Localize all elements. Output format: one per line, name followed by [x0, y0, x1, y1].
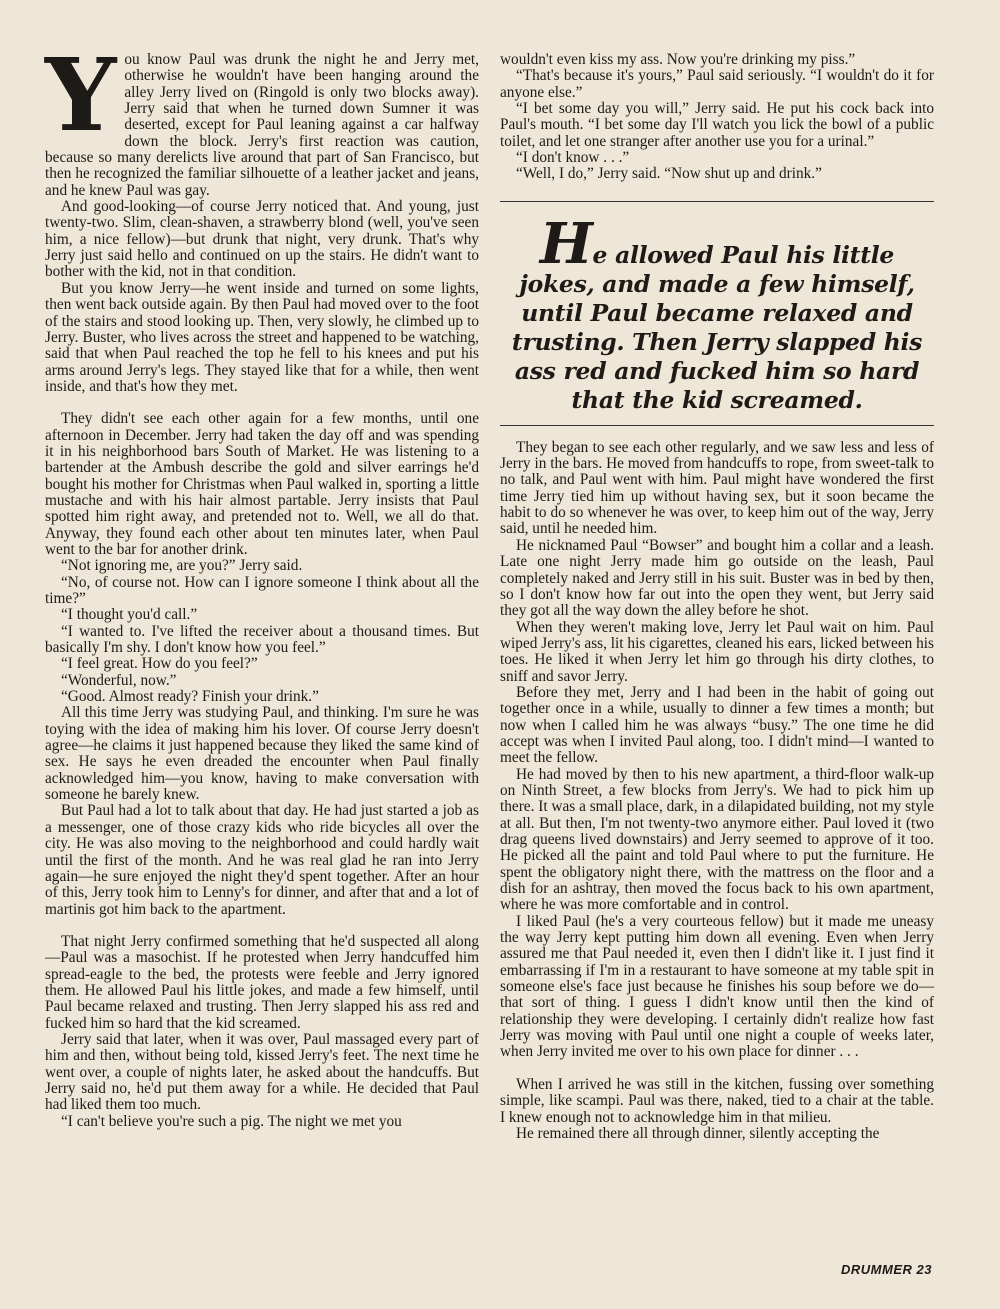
- paragraph: He had moved by then to his new apartment, a third-floor walk-up on Ninth Street, a few blocks from Jerry's. We had to pick him up there. It was a small place, dark, in a dilapidated building, not my style at all. But then, I'm not twenty-two anymore either. Paul loved it (two drag queens lived downstairs) and Jerry seemed to approve of it too. He picked all the paint and told Paul where to put the furniture. He spent the obligatory night there, with the mattress on the floor and a dish for an ashtray, then moved the focus back to his own apartment, where he was more comfortable and in control.: [500, 765, 934, 914]
- paragraph: When I arrived he was still in the kitchen, fussing over something simple, like scampi. Paul was there, naked, tied to a chair at the table. I knew enough not to acknowledge him in that milieu.: [500, 1075, 934, 1126]
- left-column: [45, 36, 479, 1130]
- page-footer: [841, 1262, 932, 1277]
- paragraph: He remained there all through dinner, silently accepting the: [516, 1124, 880, 1142]
- paragraph: Before they met, Jerry and I had been in the habit of going out together once in a while, usually to dinner a few times a month; but now when I called him he was always “busy.” The one time he did accept was when I invited Paul along, too. I didn't mind—I wanted to meet the fellow.: [500, 683, 934, 767]
- paragraph: All this time Jerry was studying Paul, and thinking. I'm sure he was toying with the idea of making him his lover. Of course Jerry doesn't agree—he claims it just happened because they liked the same kind of sex. He says he even dreaded the encounter when Paul finally acknowledged him—you know, having to make conversation with someone he barely knew.: [45, 704, 479, 804]
- divider-bottom: [500, 425, 934, 426]
- paragraph: “That's because it's yours,” Paul said seriously. “I wouldn't do it for anyone else.”: [500, 67, 934, 101]
- paragraph: When they weren't making love, Jerry let Paul wait on him. Paul wiped Jerry's ass, lit his cigarettes, cleaned his ears, licked between his toes. He liked it when Jerry let him go through his dirty clothes, to sniff and savor Jerry.: [500, 618, 934, 685]
- paragraph: “Well, I do,” Jerry said. “Now shut up and drink.”: [516, 165, 822, 183]
- paragraph: They didn't see each other again for a few months, until one afternoon in December. Jerry had taken the day off and was spending it in his neighborhood bars South of Market. He was listening to a bartender at the Ambush describe the gold and silver earrings he'd bought his mother for Christmas when Paul walked in, sporting a little mustache and with his hair almost partable. Jerry insists that Paul spotted him right away, and pretended not to. Well, we all do that. Anyway, they found each other about ten minutes later, when Paul went to the bar for another drink.: [45, 410, 479, 558]
- paragraph: “Not ignoring me, are you?” Jerry said.: [61, 557, 303, 575]
- paragraph: But you know Jerry—he went inside and turned on some lights, then went back outside again. By then Paul had moved over to the foot of the stairs and stood looking up. Then, very slowly, he climbed up to Jerry. Buster, who lives across the street and happened to be watching, said that when Paul reached the top he fell to his knees and put his arms around Jerry's legs. They stayed like that for a while, then went inside, and that's how they met.: [45, 279, 479, 395]
- paragraph: “I bet some day you will,” Jerry said. He put his cock back into Paul's mouth. “I bet some day I'll watch you lick the bowl of a public toilet, and let one stranger after another use you for a urinal.”: [500, 100, 934, 150]
- pull-quote: [500, 210, 934, 415]
- paragraph: “I don't know . . .”: [516, 149, 630, 167]
- right-column: [500, 52, 934, 1142]
- drop-cap: Y: [45, 36, 117, 154]
- paragraph: “Good. Almost ready? Finish your drink.”: [61, 688, 319, 706]
- paragraph: “I can't believe you're such a pig. The night we met you: [61, 1112, 402, 1130]
- right-body-text: [500, 440, 934, 1142]
- paragraph: “Wonderful, now.”: [61, 671, 177, 689]
- paragraph: They began to see each other regularly, and we saw less and less of Jerry in the bars. He moved from handcuffs to rope, from sweet-talk to no talk, and Paul went with him. Paul might have wondered the first time Jerry tied him up without having sex, but it soon became the habit to do so whenever he was over, to keep him out of the way, Jerry said, until he needed him.: [500, 438, 934, 538]
- paragraph: “No, of course not. How can I ignore someone I think about all the time?”: [45, 573, 479, 607]
- paragraph: But Paul had a lot to talk about that day. He had just started a job as a messenger, one of those crazy kids who ride bicycles all over the city. He was also moving to the neighborhood and could hardly wait until the first of the month. And he was real glad he ran into Jerry again—he sure enjoyed the night they'd spent together. After an hour of this, Jerry took him to Lenny's for dinner, and after that and a lot of martinis got him back to the apartment.: [45, 802, 479, 918]
- section-break: [500, 1061, 934, 1077]
- paragraph: “I wanted to. I've lifted the receiver about a thousand times. But basically I'm shy. I don't know how you feel.”: [45, 622, 479, 657]
- page-number: 23: [916, 1262, 932, 1277]
- section-break: [45, 395, 479, 411]
- right-top-text: [500, 52, 934, 183]
- paragraph: “I thought you'd call.”: [61, 606, 198, 624]
- paragraph: wouldn't even kiss my ass. Now you're drinking my piss.”: [500, 51, 856, 68]
- pull-quote-initial: H: [539, 210, 593, 277]
- divider-top: [500, 201, 934, 202]
- paragraph: ou know Paul was drunk the night he and Jerry met, otherwise he wouldn't have been hanging around the alley Jerry lived on (Ringold is only two blocks away). Jerry said that when he turned down Sumner it was deserted, except for Paul leaning against a car halfway down the block. Jerry's first reaction was caution, because so many derelicts live around that part of San Francisco, but then he recognized the familiar silhouette of a leather jacket and jeans, and he knew Paul was gay.: [45, 51, 479, 199]
- paragraph: He nicknamed Paul “Bowser” and bought him a collar and a leash. Late one night Jerry made him go outside on the leash, Paul completely naked and Jerry still in his suit. Buster was in bed by then, so I don't know how far out into the open they went, but Jerry said they got all the way down the alley before he shot.: [500, 536, 934, 620]
- paragraph: I liked Paul (he's a very courteous fellow) but it made me uneasy the way Jerry kept putting him down all evening. Even when Jerry assured me that Paul needed it, even then I didn't like it. I just find it embarrassing if I'm in a restaurant to have someone at my table spit in someone else's face just because he finishes his soup before we do—that sort of thing. I guess I didn't know until then the kind of relationship they were developing. I certainly didn't realize how fast Jerry was moving with Paul until one night a couple of weeks later, when Jerry invited me over to his own place for dinner . . .: [500, 912, 934, 1061]
- paragraph: Jerry said that later, when it was over, Paul massaged every part of him and then, without being told, kissed Jerry's feet. The next time he went over, a couple of nights later, he asked about the handcuffs. But Jerry said no, he'd put them away for a while. He decided that Paul had liked them too much.: [45, 1030, 479, 1114]
- magazine-name: DRUMMER: [841, 1262, 913, 1277]
- paragraph: And good-looking—of course Jerry noticed that. And young, just twenty-two. Slim, clean-shaven, a strawberry blond (well, you've seen him, a nice fellow)—but drunk that night, very drunk. That's why Jerry just said hello and continued on up the stairs. He didn't want to bother with the kid, not in that condition.: [45, 198, 479, 281]
- section-break: [45, 918, 479, 934]
- paragraph: That night Jerry confirmed something that he'd suspected all along—Paul was a masochist. If he protested when Jerry handcuffed him spread-eagle to the bed, the protests were feeble and Jerry ignored them. He allowed Paul his little jokes, and made a few himself, until Paul became relaxed and trusting. Then Jerry slapped his ass red and fucked him so hard that the kid screamed.: [45, 932, 479, 1032]
- pull-quote-text: e allowed Paul his little jokes, and made a few himself, until Paul became relaxed and trusting. Then Jerry slapped his ass red and fucked him so hard that the kid screamed.: [511, 240, 923, 414]
- paragraph: “I feel great. How do you feel?”: [61, 655, 258, 673]
